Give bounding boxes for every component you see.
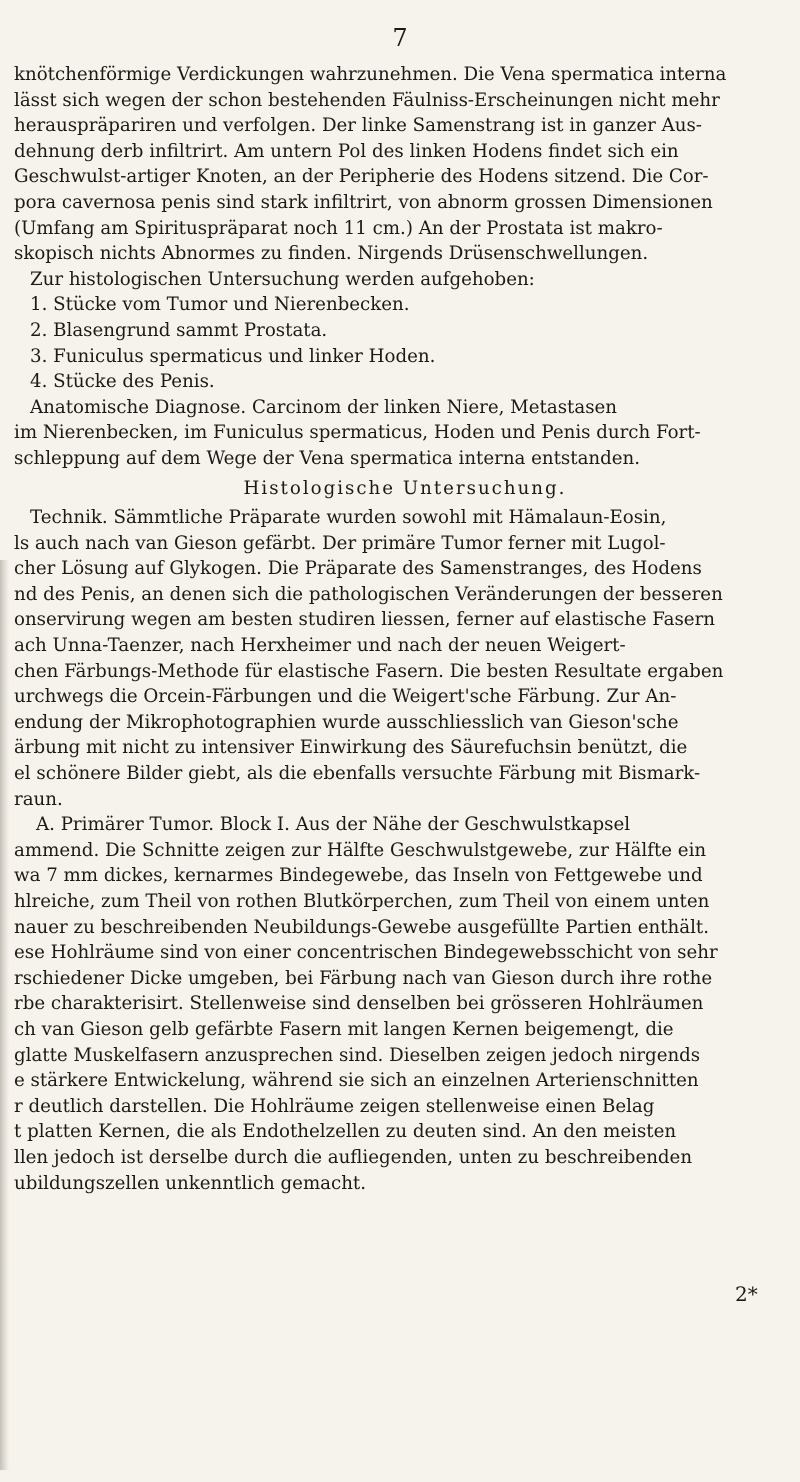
text-line: ubildungszellen unkenntlich gemacht. [14,1172,367,1194]
text-line: urchwegs die Orcein-Färbungen und die Weigert'sche Färbung. Zur An- [14,686,677,708]
text-line: dehnung derb infiltrirt. Am untern Pol des linken Hodens findet sich ein [14,140,679,162]
text-line: ese Hohlräume sind von einer concentrischen Bindegewebsschicht von sehr [14,942,718,964]
text-line: ch van Gieson gelb gefärbte Fasern mit langen Kernen beigemengt, die [14,1018,674,1040]
text-line: pora cavernosa penis sind stark infiltrirt, von abnorm grossen Dimensionen [14,191,713,213]
text-line: ammend. Die Schnitte zeigen zur Hälfte Geschwulstgewebe, zur Hälfte ein [14,839,707,861]
page-edge-shadow [0,560,9,1470]
text-line: nauer zu beschreibenden Neubildungs-Gewebe ausgefüllte Partien enthält. [14,916,710,938]
subsection-heading-line: A. Primärer Tumor. Block I. Aus der Nähe der Geschwulstkapsel [36,814,631,836]
list-item: 4. Stücke des Penis. [30,371,215,393]
body-text [14,62,796,1196]
text-line: (Umfang am Spirituspräparat noch 11 cm.) An der Prostata ist makro- [14,217,663,239]
list-item: 2. Blasengrund sammt Prostata. [30,319,328,341]
text-line: rbe charakterisirt. Stellenweise sind denselben bei grösseren Hohlräumen [14,993,704,1015]
signature-mark: 2* [735,1282,758,1306]
text-line: raun. [14,788,63,810]
text-line: ach Unna-Taenzer, nach Herxheimer und nach der neuen Weigert- [14,635,626,657]
text-line: ärbung mit nicht zu intensiver Einwirkung des Säurefuchsin benützt, die [14,737,688,759]
text-line: llen jedoch ist derselbe durch die aufliegenden, unten zu beschreibenden [14,1146,693,1168]
text-line: im Nierenbecken, im Funiculus spermaticus, Hoden und Penis durch Fort- [14,422,701,444]
text-line: wa 7 mm dickes, kernarmes Bindegewebe, das Inseln von Fettgewebe und [14,865,703,887]
text-line: schleppung auf dem Wege der Vena spermatica interna entstanden. [14,447,641,469]
text-line: knötchenförmige Verdickungen wahrzunehmen. Die Vena spermatica interna [14,64,727,85]
list-item: 3. Funiculus spermaticus und linker Hoden. [30,345,436,367]
text-line: t platten Kernen, die als Endothelzellen zu deuten sind. An den meisten [14,1121,677,1143]
text-line: ls auch nach van Gieson gefärbt. Der primäre Tumor ferner mit Lugol- [14,532,666,554]
text-line: skopisch nichts Abnormes zu finden. Nirgends Drüsenschwellungen. [14,243,649,265]
text-line: Technik. Sämmtliche Präparate wurden sowohl mit Hämalaun-Eosin, [30,507,667,529]
text-line: chen Färbungs-Methode für elastische Fasern. Die besten Resultate ergaben [14,660,724,682]
page-number: 7 [392,24,408,52]
text-line: rschiedener Dicke umgeben, bei Färbung nach van Gieson durch ihre rothe [14,967,713,989]
text-line: herauspräpariren und verfolgen. Der linke Samenstrang ist in ganzer Aus- [14,115,702,137]
list-item: 1. Stücke vom Tumor und Nierenbecken. [30,294,410,316]
text-line: cher Lösung auf Glykogen. Die Präparate des Samenstranges, des Hodens [14,558,702,580]
text-line: onservirung wegen am besten studiren liessen, ferner auf elastische Fasern [14,609,715,631]
diagnosis-heading-line: Anatomische Diagnose. Carcinom der linken Niere, Metastasen [30,396,617,418]
section-intro: Zur histologischen Untersuchung werden aufgehoben: [30,268,535,290]
text-line: hlreiche, zum Theil von rothen Blutkörperchen, zum Theil von einem unten [14,891,710,912]
text-line: nd des Penis, an denen sich die pathologischen Veränderungen der besseren [14,583,723,605]
text-line: endung der Mikrophotographien wurde ausschliesslich van Gieson'sche [14,711,679,733]
section-heading: Histologische Untersuchung. [243,477,567,499]
text-line: glatte Muskelfasern anzusprechen sind. Dieselben zeigen jedoch nirgends [14,1044,701,1066]
text-line: el schönere Bilder giebt, als die ebenfalls versuchte Färbung mit Bismark- [14,763,701,785]
text-line: r deutlich darstellen. Die Hohlräume zeigen stellenweise einen Belag [14,1095,655,1117]
text-line: Geschwulst-artiger Knoten, an der Peripherie des Hodens sitzend. Die Cor- [14,166,709,188]
text-line: e stärkere Entwickelung, während sie sich an einzelnen Arterienschnitten [14,1070,699,1092]
text-line: lässt sich wegen der schon bestehenden Fäulniss-Erscheinungen nicht mehr [14,89,720,111]
